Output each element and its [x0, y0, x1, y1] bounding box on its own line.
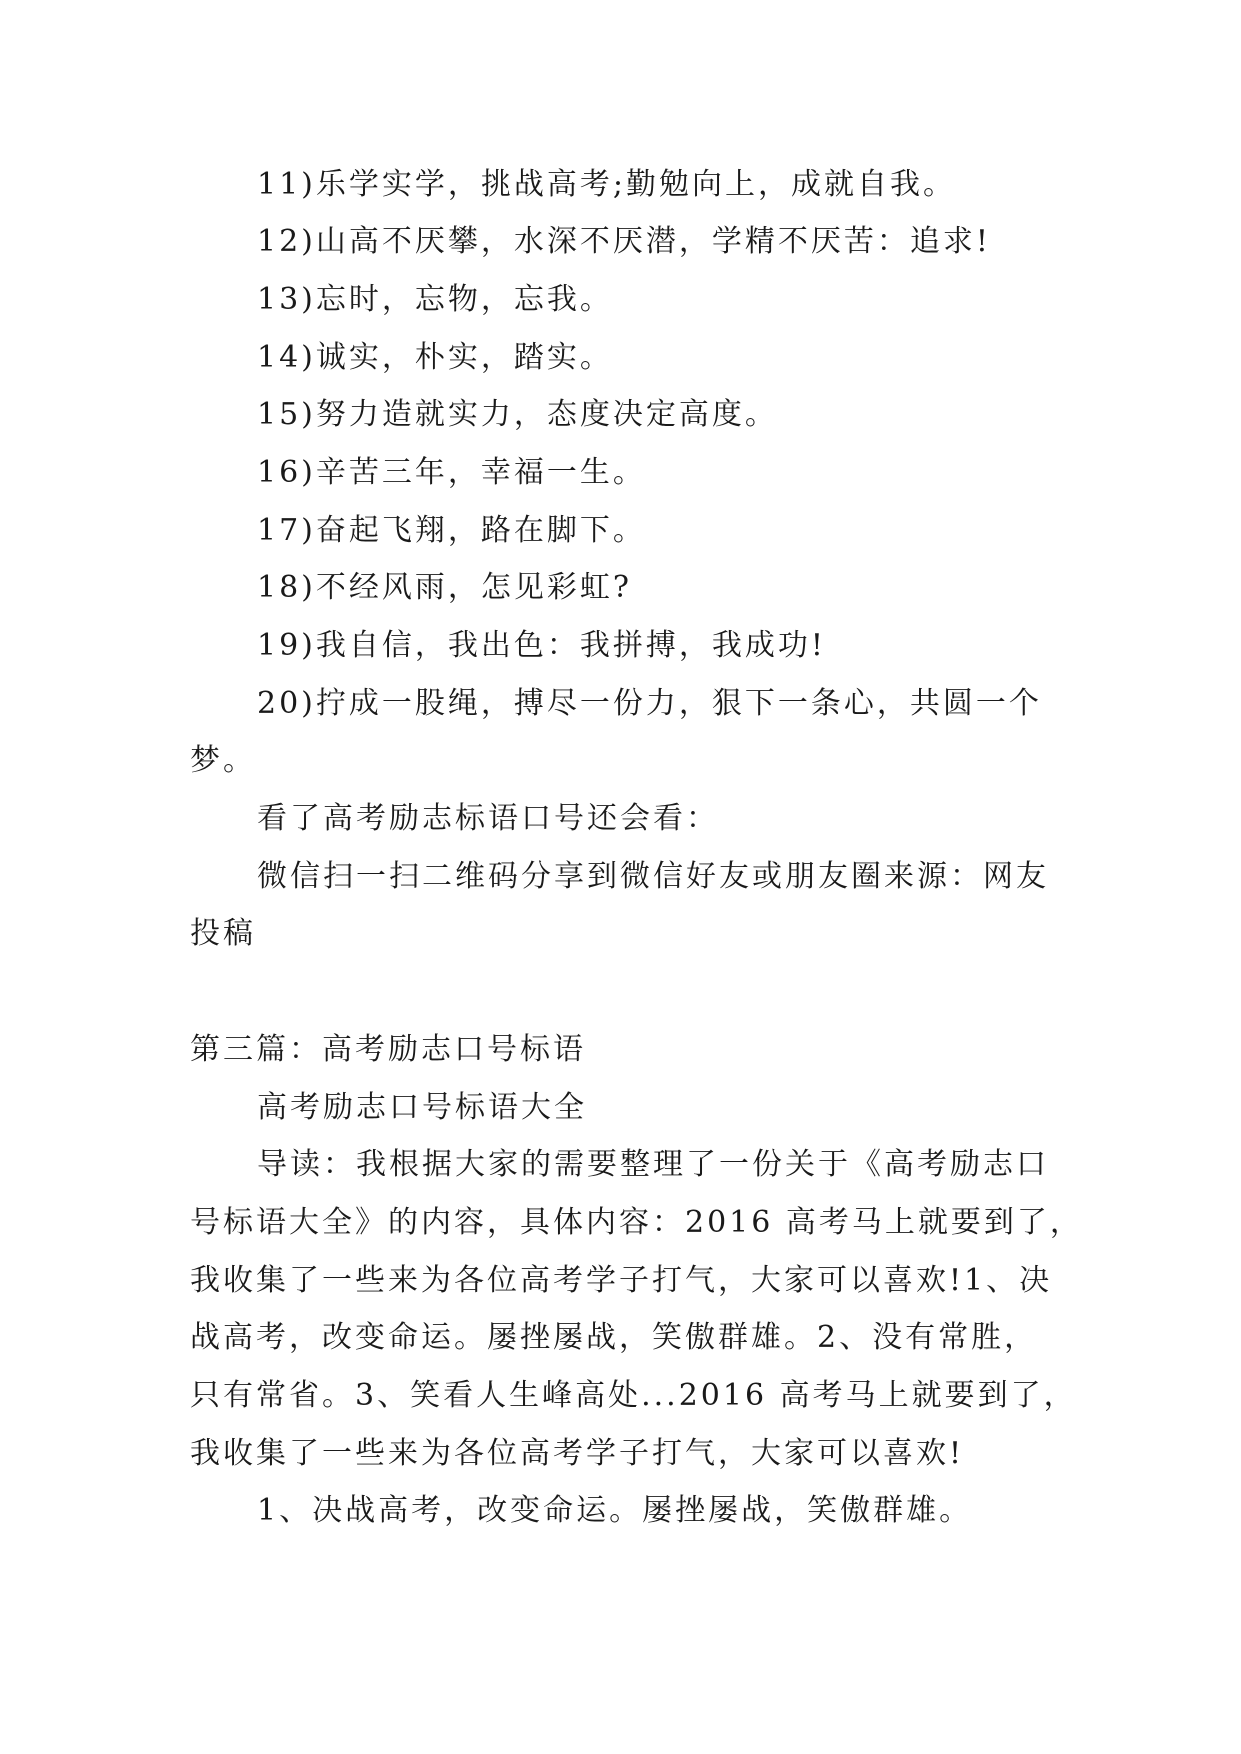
intro-line-6: 我收集了一些来为各位高考学子打气，大家可以喜欢! — [190, 1436, 965, 1471]
section-subtitle: 高考励志口号标语大全 — [257, 1090, 587, 1125]
see-also-line: 看了高考励志标语口号还会看： — [257, 801, 719, 836]
slogan-16: 16)辛苦三年，幸福一生。 — [257, 455, 646, 490]
intro-line-2: 号标语大全》的内容，具体内容：2016 高考马上就要到了， — [190, 1205, 1083, 1240]
slogan-11: 11)乐学实学，挑战高考;勤勉向上，成就自我。 — [257, 167, 956, 202]
slogan-19: 19)我自信，我出色：我拼搏，我成功! — [257, 628, 826, 663]
intro-line-1: 导读：我根据大家的需要整理了一份关于《高考励志口 — [257, 1147, 1049, 1182]
intro-line-4: 战高考，改变命运。屡挫屡战，笑傲群雄。2、没有常胜， — [190, 1320, 1038, 1355]
slogan-list-item-1: 1、决战高考，改变命运。屡挫屡战，笑傲群雄。 — [257, 1493, 973, 1528]
section-heading: 第三篇：高考励志口号标语 — [190, 1032, 586, 1067]
slogan-17: 17)奋起飞翔，路在脚下。 — [257, 513, 646, 548]
slogan-15: 15)努力造就实力，态度决定高度。 — [257, 397, 778, 432]
intro-line-5: 只有常省。3、笑看人生峰高处...2016 高考马上就要到了， — [190, 1378, 1077, 1413]
slogan-13: 13)忘时，忘物，忘我。 — [257, 282, 613, 317]
slogan-12: 12)山高不厌攀，水深不厌潜，学精不厌苦：追求! — [257, 224, 991, 259]
slogan-20: 20)拧成一股绳，搏尽一份力，狠下一条心，共圆一个 — [257, 686, 1042, 721]
slogan-20-continued: 梦。 — [190, 743, 256, 778]
slogan-14: 14)诚实，朴实，踏实。 — [257, 340, 613, 375]
intro-line-3: 我收集了一些来为各位高考学子打气，大家可以喜欢!1、决 — [190, 1263, 1053, 1298]
share-source-line: 微信扫一扫二维码分享到微信好友或朋友圈来源：网友 — [257, 859, 1049, 894]
share-source-continued: 投稿 — [190, 916, 256, 951]
slogan-18: 18)不经风雨，怎见彩虹? — [257, 570, 632, 605]
